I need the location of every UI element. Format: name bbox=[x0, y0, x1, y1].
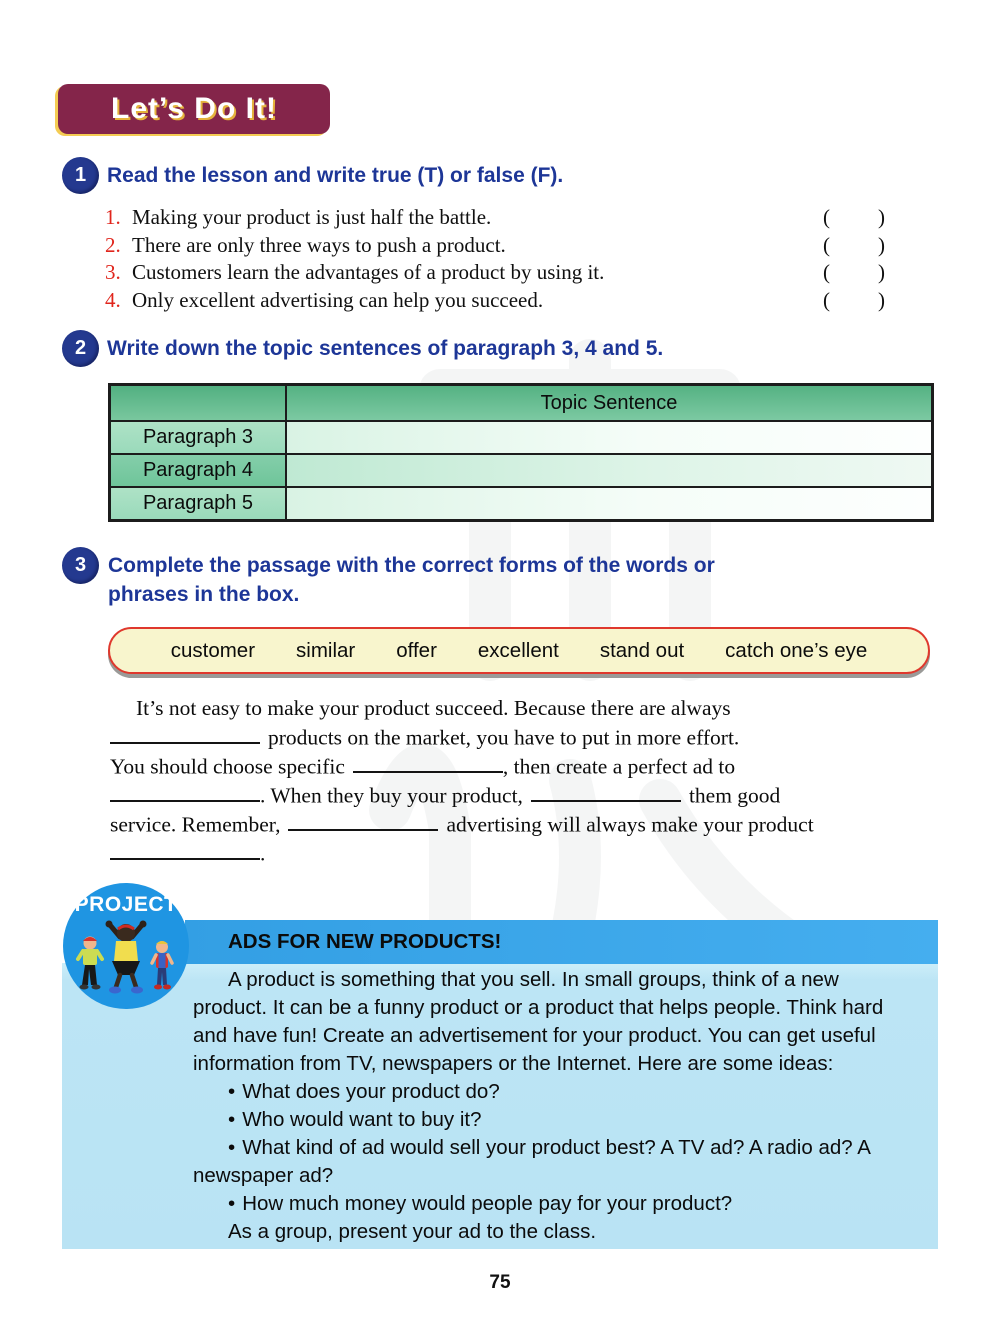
project-title-bar bbox=[185, 920, 938, 964]
fill-in-blank[interactable] bbox=[531, 781, 681, 803]
passage-line: It’s not easy to make your product succeed. Because there are always bbox=[136, 696, 731, 720]
banner-title: Let’s Do It! bbox=[111, 92, 277, 125]
item-number: 1. bbox=[105, 205, 121, 229]
word-bank-item: offer bbox=[396, 638, 437, 662]
exercise-3-number-label: 3 bbox=[74, 554, 87, 576]
project-bullet-line bbox=[193, 1078, 930, 1106]
table-column-header: Topic Sentence bbox=[286, 385, 932, 421]
exercise-2-number-label: 2 bbox=[74, 337, 87, 359]
project-line: As a group, present your ad to the class. bbox=[228, 1220, 597, 1243]
fill-in-blank[interactable] bbox=[110, 723, 260, 745]
passage-text: . bbox=[260, 841, 266, 866]
word-bank-item: stand out bbox=[599, 638, 685, 662]
project-line: information from TV, newspapers or the Internet. Here are some ideas: bbox=[193, 1052, 834, 1075]
passage-text: products on the market, you have to put in more effort. bbox=[268, 725, 740, 750]
table-row-label: Paragraph 4 bbox=[110, 454, 286, 487]
fill-in-blank[interactable] bbox=[110, 839, 260, 861]
passage-text: them good bbox=[688, 783, 781, 808]
true-false-list bbox=[105, 204, 885, 314]
bullet-icon: • bbox=[228, 1136, 236, 1159]
item-text: Customers learn the advantages of a product by using it. bbox=[132, 260, 605, 284]
exercise-3-heading-line1: Complete the passage with the correct forms of the words or bbox=[108, 554, 715, 577]
cloze-passage bbox=[110, 695, 928, 868]
exercise-3-number bbox=[62, 547, 99, 584]
true-false-item bbox=[105, 204, 885, 232]
topic-sentence-table bbox=[108, 383, 934, 522]
passage-line bbox=[110, 781, 928, 810]
table-row-label: Paragraph 5 bbox=[110, 487, 286, 520]
item-number: 2. bbox=[105, 232, 121, 257]
paren-open: ( bbox=[823, 287, 830, 312]
project-text bbox=[193, 966, 930, 1246]
paren-open: ( bbox=[823, 205, 830, 229]
answer-parentheses[interactable] bbox=[823, 232, 885, 260]
passage-text: You should choose specific bbox=[110, 754, 345, 779]
exercise-2-number bbox=[62, 330, 99, 367]
word-bank-item: catch one’s eye bbox=[725, 638, 868, 662]
true-false-item bbox=[105, 287, 885, 315]
table-row-value[interactable] bbox=[286, 454, 932, 487]
item-number: 3. bbox=[105, 260, 121, 284]
project-bullet-line bbox=[193, 1106, 930, 1134]
paren-close: ) bbox=[878, 287, 885, 312]
exercise-3-heading-line2: phrases in the box. bbox=[108, 583, 300, 606]
answer-parentheses[interactable] bbox=[823, 204, 885, 232]
project-line: newspaper ad? bbox=[193, 1164, 334, 1187]
passage-line bbox=[110, 752, 928, 781]
exercise-1-number bbox=[62, 157, 99, 194]
project-line: A product is something that you sell. In small groups, think of a new bbox=[228, 968, 839, 991]
item-text: Making your product is just half the battle. bbox=[132, 205, 492, 229]
fill-in-blank[interactable] bbox=[353, 752, 503, 774]
project-badge-label: PROJECT bbox=[74, 893, 178, 916]
word-bank-item: excellent bbox=[477, 638, 559, 662]
paren-close: ) bbox=[878, 260, 885, 284]
table-row-value[interactable] bbox=[286, 421, 932, 454]
fill-in-blank[interactable] bbox=[110, 781, 260, 803]
project-title: ADS FOR NEW PRODUCTS! bbox=[228, 930, 502, 953]
passage-text: advertising will always make your product bbox=[446, 812, 814, 837]
paren-close: ) bbox=[878, 205, 885, 229]
exercise-1-number-label: 1 bbox=[74, 164, 87, 186]
project-line: and have fun! Create an advertisement for your product. You can get useful bbox=[193, 1024, 876, 1047]
table-row-value[interactable] bbox=[286, 487, 932, 520]
answer-parentheses[interactable] bbox=[823, 287, 885, 315]
passage-text: . When they buy your product, bbox=[260, 783, 523, 808]
fill-in-blank[interactable] bbox=[288, 810, 438, 832]
bullet-text: Who would want to buy it? bbox=[242, 1108, 482, 1131]
item-number: 4. bbox=[105, 287, 121, 312]
bullet-icon: • bbox=[228, 1108, 236, 1131]
bullet-icon: • bbox=[228, 1192, 236, 1215]
exercise-3-heading bbox=[108, 551, 883, 609]
bullet-text: What kind of ad would sell your product best? A TV ad? A radio ad? A bbox=[242, 1136, 871, 1159]
project-line: product. It can be a funny product or a product that helps people. Think hard bbox=[193, 996, 884, 1019]
bullet-text: What does your product do? bbox=[242, 1080, 500, 1103]
paren-close: ) bbox=[878, 232, 885, 257]
exercise-2-heading: Write down the topic sentences of paragraph 3, 4 and 5. bbox=[107, 337, 664, 360]
passage-line bbox=[110, 839, 928, 868]
project-badge bbox=[63, 883, 189, 1009]
paren-open: ( bbox=[823, 232, 830, 257]
page-number: 75 bbox=[489, 1272, 511, 1293]
item-text: Only excellent advertising can help you succeed. bbox=[132, 287, 544, 312]
item-text: There are only three ways to push a product. bbox=[132, 232, 506, 257]
passage-text: service. Remember, bbox=[110, 812, 281, 837]
passage-line bbox=[110, 723, 928, 752]
word-bank-item: similar bbox=[296, 638, 356, 662]
project-bullet-line bbox=[193, 1190, 930, 1218]
table-row-label: Paragraph 3 bbox=[110, 421, 286, 454]
passage-line bbox=[110, 810, 928, 839]
exercise-1-heading: Read the lesson and write true (T) or false (F). bbox=[107, 164, 564, 187]
true-false-item bbox=[105, 232, 885, 260]
passage-text: , then create a perfect ad to bbox=[502, 754, 736, 779]
word-bank-box bbox=[108, 627, 930, 674]
bullet-text: How much money would people pay for your product? bbox=[242, 1192, 733, 1215]
word-bank-item: customer bbox=[170, 638, 256, 662]
project-bullet-line bbox=[193, 1134, 930, 1162]
bullet-icon: • bbox=[228, 1080, 236, 1103]
kids-illustration-icon bbox=[74, 917, 178, 995]
answer-parentheses[interactable] bbox=[823, 259, 885, 287]
paren-open: ( bbox=[823, 260, 830, 284]
table-corner-cell bbox=[110, 385, 286, 421]
lets-do-it-banner bbox=[58, 84, 330, 134]
true-false-item bbox=[105, 259, 885, 287]
